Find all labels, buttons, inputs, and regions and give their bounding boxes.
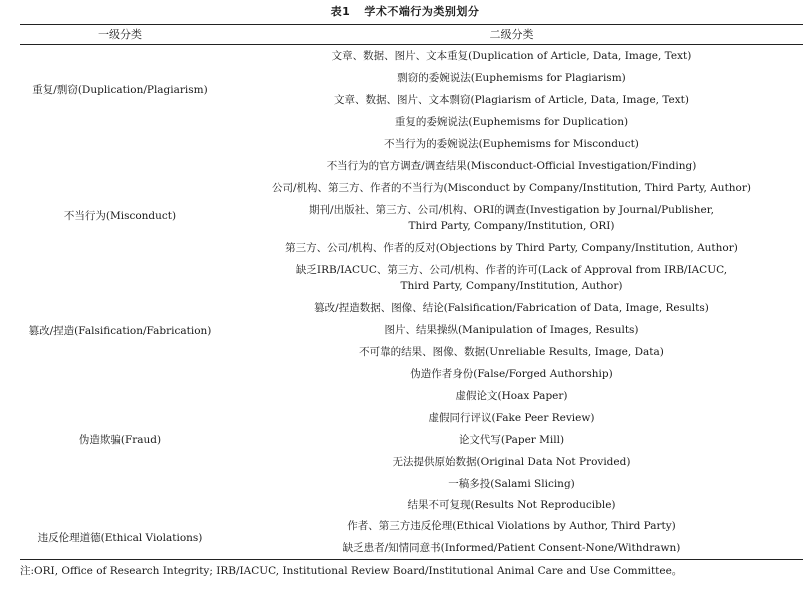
table-row: 虚假论文(Hoax Paper) (455, 390, 568, 402)
category-ethical-violations: 违反伦理道德(Ethical Violations) (37, 531, 203, 544)
table-caption (0, 4, 810, 20)
header-secondary-category: 二级分类 (489, 28, 534, 41)
table-row: 不当行为的官方调查/调查结果(Misconduct-Official Investigation/Finding) (326, 160, 697, 172)
table-row: 无法提供原始数据(Original Data Not Provided) (392, 456, 631, 468)
table-row: 缺乏患者/知情同意书(Informed/Patient Consent-None/Withdrawn) (342, 542, 681, 554)
table-row: 不可靠的结果、图像、数据(Unreliable Results, Image, Data) (359, 346, 664, 358)
table-row: 篡改/捏造数据、图像、结论(Falsification/Fabrication of Data, Image, Results) (314, 302, 709, 314)
table-row: 文章、数据、图片、文本重复(Duplication of Article, Data, Image, Text) (331, 50, 692, 62)
table-row: 虚假同行评议(Fake Peer Review) (428, 412, 595, 424)
header-primary-category: 一级分类 (98, 28, 142, 41)
table-row: 论文代写(Paper Mill) (458, 434, 565, 446)
table-row: 重复的委婉说法(Euphemisms for Duplication) (394, 116, 629, 128)
table-row: 剽窃的委婉说法(Euphemisms for Plagiarism) (397, 72, 626, 84)
table-title: 学术不端行为类别划分 (364, 5, 480, 18)
category-misconduct: 不当行为(Misconduct) (63, 209, 177, 222)
table-row: 第三方、公司/机构、作者的反对(Objections by Third Party, Company/Institution, Author) (285, 242, 738, 254)
table-row: 结果不可复现(Results Not Reproducible) (407, 499, 616, 511)
table-row: 公司/机构、第三方、作者的不当行为(Misconduct by Company/Institution, Third Party, Author) (271, 182, 751, 194)
bottom-rule (20, 559, 803, 560)
table-row: 一稿多投(Salami Slicing) (448, 478, 575, 490)
category-falsification: 篡改/捏造(Falsification/Fabrication) (28, 324, 212, 337)
table-row: 文章、数据、图片、文本剽窃(Plagiarism of Article, Data, Image, Text) (334, 94, 689, 106)
table-row: 伪造作者身份(False/Forged Authorship) (410, 368, 613, 380)
table-label: 表1 (330, 5, 351, 18)
table-body (20, 45, 803, 559)
table-footnote: 注:ORI, Office of Research Integrity; IRB/IACUC, Institutional Review Board/Institutional Animal Care and Use Committee。 (20, 565, 683, 577)
table-row: 作者、第三方违反伦理(Ethical Violations by Author, Third Party) (347, 520, 676, 532)
category-fraud: 伪造欺骗(Fraud) (78, 433, 162, 446)
table-row: 图片、结果操纵(Manipulation of Images, Results) (384, 324, 639, 336)
table-row: 不当行为的委婉说法(Euphemisms for Misconduct) (384, 138, 639, 150)
table-row: 缺乏IRB/IACUC、第三方、公司/机构、作者的许可(Lack of Approval from IRB/IACUC, Third Party, Company/Institution, Author) (295, 264, 728, 292)
table-row: 期刊/出版社、第三方、公司/机构、ORI的调查(Investigation by Journal/Publisher, Third Party, Company/Institution, ORI) (309, 204, 714, 232)
category-plagiarism: 重复/剽窃(Duplication/Plagiarism) (32, 83, 208, 96)
